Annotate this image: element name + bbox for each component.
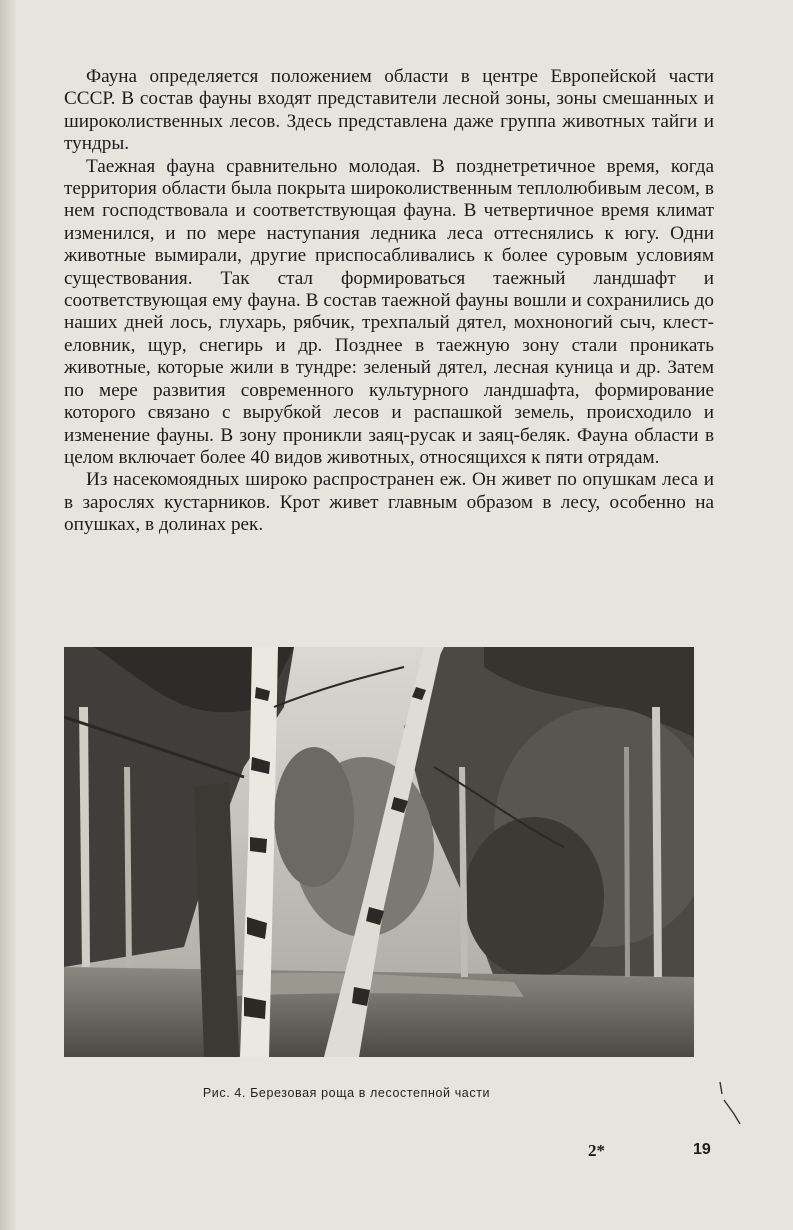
signature-mark: 2* [588,1141,605,1160]
paragraph-3: Из насекомоядных широко распространен еж. Он живет по опушкам леса и в зарослях кустарников. Крот живет главным образом в лесу, особенно на опушках, в долинах рек. [64,469,714,536]
page-number: 19 [693,1141,711,1158]
birch-grove-photo [64,647,694,1057]
paragraph-2: Таежная фауна сравнительно молодая. В позднетретичное время, когда территория области была покрыта широколиственным теплолюбивым лесом, в нем господствовала и соответствующая фауна. В четвертичное время климат изменился, и по мере наступания ледника леса оттеснялись к югу. Одни животные вымирали, другие приспосабливались к более суровым условиям существования. Так стал формироваться таежный ландшафт и соответствующая ему фауна. В состав таежной фауны вошли и сохранились до наших дней лось, глухарь, рябчик, трехпалый дятел, мохноногий сыч, клест-еловник, щур, снегирь и др. Позднее в таежную зону стали проникать животные, которые жили в тундре: зеленый дятел, лесная куница и др. Затем по мере развития современного культурного ландшафта, формирование которого связано с вырубкой лесов и распашкой земель, происходило и изменение фауны. В зону проникли заяц-русак и заяц-беляк. Фауна области в целом включает более 40 видов животных, относящихся к пяти отрядам. [64,155,714,468]
figure-caption: Рис. 4. Березовая роща в лесостепной части [202,1086,491,1100]
paragraph-1: Фауна определяется положением области в центре Европейской части СССР. В состав фауны входят представители лесной зоны, зоны смешанных и широколиственных лесов. Здесь представлена даже группа животных тайги и тундры. [64,66,714,155]
pencil-mark-icon [716,1080,746,1130]
body-text [64,66,714,537]
page-edge [0,0,16,1230]
